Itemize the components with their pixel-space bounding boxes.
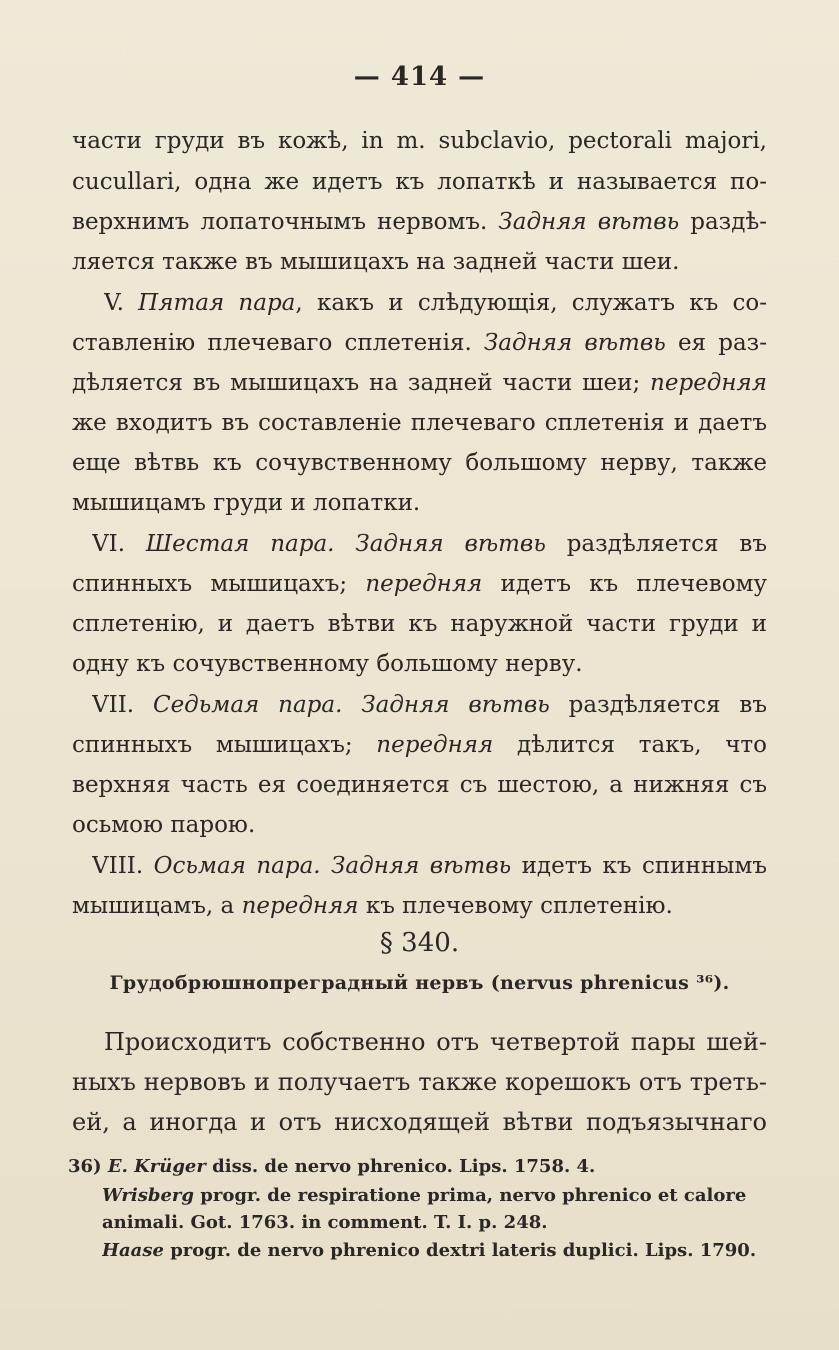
body-line: спинныхъ мышицахъ; передняя дѣлится такъ, что — [72, 732, 767, 758]
body-line: одну къ сочувственному большому нерву. — [72, 651, 583, 677]
body-line: мышицамъ груди и лопатки. — [72, 490, 421, 516]
body-line: верхнимъ лопаточнымъ нервомъ. Задняя вѣтвь раздѣ- — [72, 209, 767, 235]
body-line: мышицамъ, а передняя къ плечевому сплетенію. — [72, 893, 673, 919]
body-line: же входитъ въ составленіе плечеваго сплетенія и даетъ — [72, 410, 767, 436]
paragraph-v-line: V. Пятая пара, какъ и слѣдующія, служатъ къ со- — [104, 290, 767, 316]
section-body-line: ей, а иногда и отъ нисходящей вѣтви подъязычнаго — [72, 1108, 767, 1136]
paragraph-viii-line: VIII. Осьмая пара. Задняя вѣтвь идетъ къ спиннымъ — [92, 853, 767, 879]
footnote: Wrisberg progr. de respiratione prima, nervo phrenico et calore — [102, 1185, 747, 1206]
body-line: ляется также въ мышицахъ на задней части шеи. — [72, 249, 680, 275]
body-line: сплетенію, и даетъ вѣтви къ наружной части груди и — [72, 611, 767, 637]
body-line: cucullari, одна же идетъ къ лопаткѣ и называется по- — [72, 169, 767, 195]
section-body-line: Происходитъ собственно отъ четвертой пары шей- — [104, 1028, 767, 1056]
body-line: ставленію плечеваго сплетенія. Задняя вѣтвь ея раз- — [72, 330, 767, 356]
section-title: Грудобрюшнопреградный нервъ (nervus phrenicus ³⁶). — [109, 972, 730, 994]
paragraph-vii-line: VII. Седьмая пара. Задняя вѣтвь раздѣляется въ — [92, 692, 767, 718]
footnote-continuation: animali. Got. 1763. in comment. T. I. p. 248. — [102, 1212, 548, 1233]
body-line: осьмою парою. — [72, 812, 256, 838]
section-body-line: ныхъ нервовъ и получаетъ также корешокъ отъ треть- — [72, 1068, 767, 1096]
body-line: еще вѣтвь къ сочувственному большому нерву, также — [72, 450, 767, 476]
footnote: 36) E. Krüger diss. de nervo phrenico. Lips. 1758. 4. — [68, 1156, 596, 1177]
body-line: дѣляется въ мышицахъ на задней части шеи; передняя — [72, 370, 767, 396]
body-line: спинныхъ мышицахъ; передняя идетъ къ плечевому — [72, 571, 767, 597]
paragraph-vi-line: VI. Шестая пара. Задняя вѣтвь раздѣляется въ — [92, 531, 767, 557]
section-number: § 340. — [379, 928, 460, 958]
page-number: — 414 — — [353, 62, 486, 92]
footnote: Haase progr. de nervo phrenico dextri lateris duplici. Lips. 1790. — [102, 1240, 757, 1261]
body-line: верхняя часть ея соединяется съ шестою, а нижняя съ — [72, 772, 767, 798]
body-line: части груди въ кожѣ, in m. subclavio, pectorali majori, — [72, 128, 767, 154]
